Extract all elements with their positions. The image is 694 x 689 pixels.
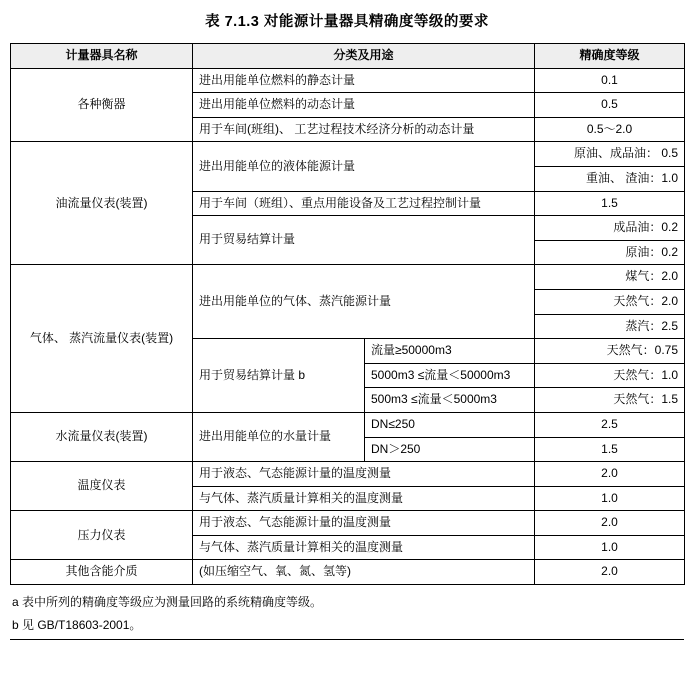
usage-cell: 用于贸易结算计量 b — [193, 339, 365, 413]
column-header-name: 计量器具名称 — [11, 44, 193, 69]
usage-subcell: 5000m3 ≤流量＜50000m3 — [365, 363, 535, 388]
category-cell: 各种衡器 — [11, 68, 193, 142]
usage-cell: 进出用能单位的气体、蒸汽能源计量 — [193, 265, 535, 339]
usage-cell: 与气体、蒸汽质量计算相关的温度测量 — [193, 486, 535, 511]
usage-subcell: 流量≥50000m3 — [365, 339, 535, 364]
usage-cell: 用于液态、气态能源计量的温度测量 — [193, 511, 535, 536]
usage-cell: 进出用能单位的液体能源计量 — [193, 142, 535, 191]
table-row — [11, 412, 685, 437]
accuracy-cell: 天然气：0.75 — [535, 339, 685, 364]
usage-subcell: DN＞250 — [365, 437, 535, 462]
column-header-usage: 分类及用途 — [193, 44, 535, 69]
note-a: a 表中所列的精确度等级应为测量回路的系统精确度等级。 — [12, 595, 323, 610]
usage-cell: 进出用能单位的水量计量 — [193, 412, 365, 461]
page-title: 表 7.1.3 对能源计量器具精确度等级的要求 — [205, 14, 489, 30]
accuracy-cell: 0.5 — [535, 93, 685, 118]
table-notes — [10, 585, 684, 637]
accuracy-cell: 1.0 — [535, 535, 685, 560]
accuracy-cell: 煤气：2.0 — [535, 265, 685, 290]
table-row — [11, 462, 685, 487]
accuracy-cell: 重油、 渣油：1.0 — [535, 166, 685, 191]
usage-subcell: 500m3 ≤流量＜5000m3 — [365, 388, 535, 413]
note-b: b 见 GB/T18603-2001。 — [12, 617, 142, 632]
table-row — [11, 142, 685, 167]
usage-cell: 进出用能单位燃料的静态计量 — [193, 68, 535, 93]
usage-subcell: DN≤250 — [365, 412, 535, 437]
category-cell: 水流量仪表(装置) — [11, 412, 193, 461]
table-row — [11, 560, 685, 585]
accuracy-cell: 2.0 — [535, 511, 685, 536]
requirements-table — [10, 43, 685, 585]
category-cell: 其他含能介质 — [11, 560, 193, 585]
accuracy-cell: 成品油：0.2 — [535, 216, 685, 241]
usage-cell: 用于车间(班组)、 工艺过程技术经济分析的动态计量 — [193, 117, 535, 142]
category-cell: 压力仪表 — [11, 511, 193, 560]
table-row — [11, 511, 685, 536]
column-header-accuracy: 精确度等级 — [535, 44, 685, 69]
category-cell: 油流量仪表(装置) — [11, 142, 193, 265]
bottom-divider — [10, 639, 684, 640]
accuracy-cell: 原油：0.2 — [535, 240, 685, 265]
accuracy-cell: 蒸汽：2.5 — [535, 314, 685, 339]
usage-cell: 用于车间（班组）、重点用能设备及工艺过程控制计量 — [193, 191, 535, 216]
accuracy-cell: 1.5 — [535, 437, 685, 462]
accuracy-cell: 2.0 — [535, 560, 685, 585]
table-row — [11, 265, 685, 290]
accuracy-cell: 原油、成品油： 0.5 — [535, 142, 685, 167]
usage-cell: 与气体、蒸汽质量计算相关的温度测量 — [193, 535, 535, 560]
accuracy-cell: 天然气：2.0 — [535, 289, 685, 314]
category-cell: 温度仪表 — [11, 462, 193, 511]
accuracy-cell: 2.5 — [535, 412, 685, 437]
accuracy-cell: 1.0 — [535, 486, 685, 511]
table-header-row — [11, 44, 685, 69]
accuracy-cell: 2.0 — [535, 462, 685, 487]
accuracy-cell: 0.5～2.0 — [535, 117, 685, 142]
accuracy-cell: 天然气：1.0 — [535, 363, 685, 388]
accuracy-cell: 天然气：1.5 — [535, 388, 685, 413]
usage-cell: 用于贸易结算计量 — [193, 216, 535, 265]
usage-cell: (如压缩空气、氧、氮、氢等) — [193, 560, 535, 585]
accuracy-cell: 0.1 — [535, 68, 685, 93]
table-row — [11, 68, 685, 93]
accuracy-cell: 1.5 — [535, 191, 685, 216]
usage-cell: 用于液态、气态能源计量的温度测量 — [193, 462, 535, 487]
usage-cell: 进出用能单位燃料的动态计量 — [193, 93, 535, 118]
category-cell: 气体、 蒸汽流量仪表(装置) — [11, 265, 193, 413]
